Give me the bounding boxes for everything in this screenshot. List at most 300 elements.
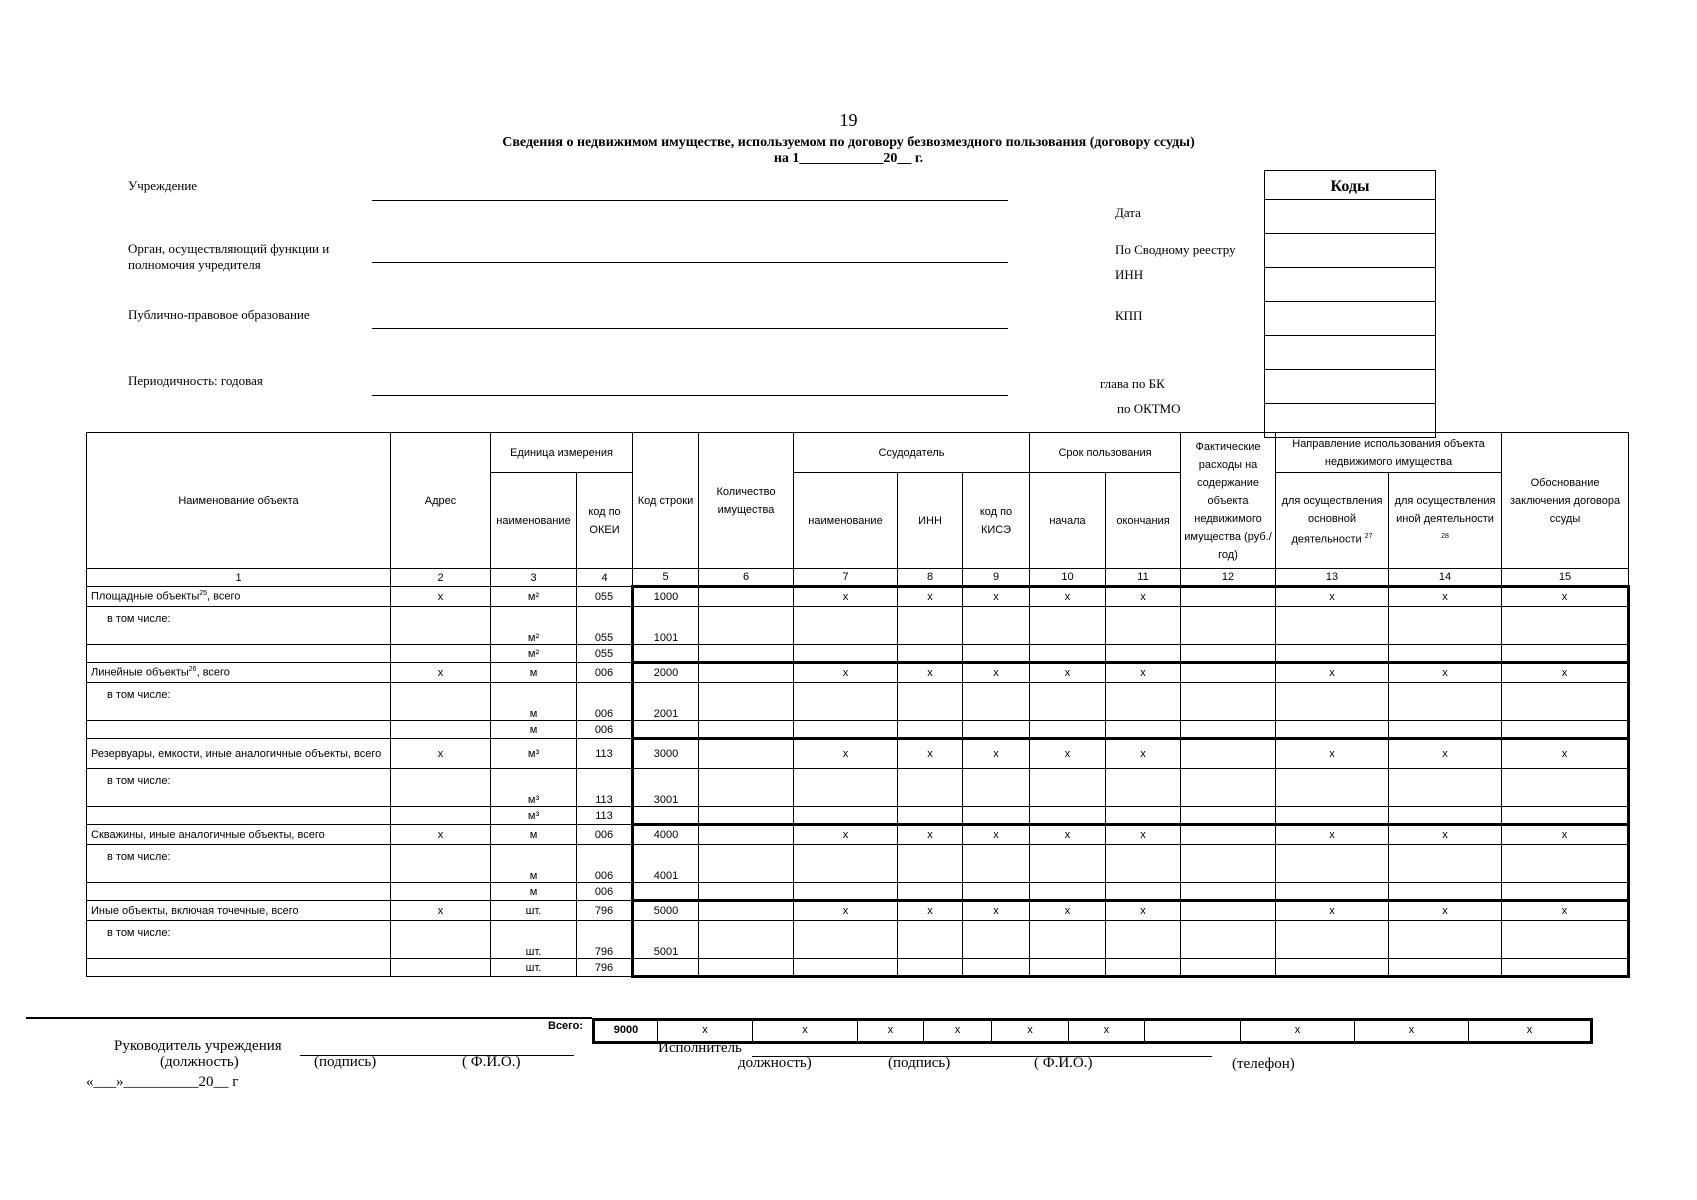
input-cell[interactable] (699, 921, 794, 959)
line-code-cell: 4000 (633, 825, 699, 845)
footnote-ref: 25 (199, 590, 208, 598)
footnote-28: 28 (1441, 533, 1449, 541)
table-row-total (87, 901, 1629, 921)
header-unit: Единица измерения (491, 433, 633, 473)
x-mark-cell: x (898, 825, 963, 845)
line-code-cell: 1000 (633, 587, 699, 607)
line-code-cell[interactable] (633, 883, 699, 901)
input-cell[interactable] (963, 769, 1030, 807)
input-cell[interactable] (1502, 769, 1629, 807)
input-cell[interactable] (1030, 607, 1106, 645)
sub-label: в том числе: (87, 845, 391, 883)
header-term: Срок пользования (1030, 433, 1181, 473)
input-cell[interactable] (1502, 645, 1629, 663)
address-cell[interactable] (391, 845, 491, 883)
x-mark-cell: x (963, 663, 1030, 683)
object-name-cell[interactable] (87, 807, 391, 825)
founder-label-2: полномочия учредителя (128, 257, 261, 272)
x-mark-cell: x (898, 587, 963, 607)
page-number: 19 (839, 110, 858, 130)
column-number: 9 (963, 569, 1030, 587)
x-mark-cell: x (1389, 825, 1502, 845)
input-cell[interactable] (963, 683, 1030, 721)
input-cell[interactable] (794, 845, 898, 883)
x-mark-cell: x (1389, 663, 1502, 683)
input-cell[interactable] (1502, 807, 1629, 825)
input-cell[interactable] (699, 721, 794, 739)
total-x: x (1241, 1021, 1355, 1041)
x-mark-cell: x (1030, 739, 1106, 769)
input-cell[interactable] (1389, 807, 1502, 825)
input-cell[interactable] (1181, 845, 1276, 883)
input-cell[interactable] (1106, 721, 1181, 739)
header-term-start: начала (1030, 473, 1106, 569)
input-cell[interactable] (794, 683, 898, 721)
input-cell[interactable] (1502, 959, 1629, 977)
x-mark-cell: x (1276, 587, 1389, 607)
input-cell[interactable] (1502, 845, 1629, 883)
input-cell[interactable] (898, 845, 963, 883)
inn-label: ИНН (1115, 267, 1144, 282)
total-x: x (1526, 1024, 1533, 1036)
okei-cell: 006 (577, 825, 633, 845)
x-mark-cell: x (963, 587, 1030, 607)
input-cell[interactable] (1030, 683, 1106, 721)
input-cell[interactable] (1389, 645, 1502, 663)
input-cell[interactable] (1276, 807, 1389, 825)
bk-label: глава по БК (1100, 376, 1165, 391)
x-mark-cell: x (1030, 587, 1106, 607)
unit-cell: м (491, 663, 577, 683)
input-cell[interactable] (898, 683, 963, 721)
direction-main-text: для осуществления основной деятельности (1281, 495, 1383, 546)
x-mark-cell: x (1276, 663, 1389, 683)
input-cell[interactable] (963, 959, 1030, 977)
x-mark-cell: x (1030, 825, 1106, 845)
input-cell[interactable] (898, 769, 963, 807)
input-cell[interactable] (699, 607, 794, 645)
table-row-extra (87, 645, 1629, 663)
object-name (87, 663, 391, 683)
x-mark-cell: x (1502, 663, 1629, 683)
x-mark-cell: x (794, 587, 898, 607)
table-row-total (87, 587, 1629, 607)
header-lender-inn: ИНН (898, 473, 963, 569)
okei-cell: 006 (577, 883, 633, 901)
input-cell[interactable] (1030, 645, 1106, 663)
input-cell[interactable] (1181, 807, 1276, 825)
table-row-extra (87, 721, 1629, 739)
input-cell[interactable] (1181, 607, 1276, 645)
input-cell[interactable] (1276, 845, 1389, 883)
input-cell[interactable] (963, 607, 1030, 645)
unit-cell: м² (491, 645, 577, 663)
public-entity-line (372, 328, 1008, 329)
input-cell[interactable] (1276, 883, 1389, 901)
header-unit-okei: код по ОКЕИ (577, 473, 633, 569)
input-cell[interactable] (699, 769, 794, 807)
x-mark-cell: x (1502, 901, 1629, 921)
address-cell: x (391, 587, 491, 607)
column-number: 1 (87, 569, 391, 587)
object-name (87, 901, 391, 921)
input-cell[interactable] (898, 883, 963, 901)
input-cell[interactable] (1181, 825, 1276, 845)
bottom-rule (26, 1017, 592, 1019)
input-cell[interactable] (1389, 921, 1502, 959)
code-extra-cell[interactable] (1265, 336, 1435, 370)
input-cell[interactable] (1106, 807, 1181, 825)
input-cell[interactable] (1389, 845, 1502, 883)
line-code-cell: 3000 (633, 739, 699, 769)
okei-cell: 055 (577, 607, 633, 645)
input-cell[interactable] (963, 645, 1030, 663)
input-cell[interactable] (1106, 769, 1181, 807)
x-mark-cell: x (1502, 825, 1629, 845)
header-quantity: Количество имущества (699, 433, 794, 569)
column-number: 3 (491, 569, 577, 587)
input-cell[interactable] (963, 807, 1030, 825)
unit-cell: м (491, 825, 577, 845)
address-cell[interactable] (391, 607, 491, 645)
input-cell[interactable] (699, 825, 794, 845)
total-x: x (992, 1021, 1069, 1041)
header-lender: Ссудодатель (794, 433, 1030, 473)
x-mark-cell: x (1389, 587, 1502, 607)
line-code-cell: 1001 (633, 607, 699, 645)
okei-cell: 006 (577, 663, 633, 683)
input-cell[interactable] (1181, 883, 1276, 901)
input-cell[interactable] (1030, 721, 1106, 739)
okei-cell: 006 (577, 683, 633, 721)
x-mark-cell: x (794, 663, 898, 683)
line-code-cell: 4001 (633, 845, 699, 883)
form-title: Сведения о недвижимом имуществе, используемом по договору безвозмездного пользования (договору ссуды) (502, 135, 1195, 150)
x-mark-cell: x (794, 825, 898, 845)
line-code-cell: 5000 (633, 901, 699, 921)
footnote-27: 27 (1364, 533, 1373, 541)
registry-label: По Сводному реестру (1115, 242, 1236, 257)
input-cell[interactable] (1502, 921, 1629, 959)
input-cell[interactable] (1502, 607, 1629, 645)
unit-cell: шт. (491, 921, 577, 959)
unit-cell: м (491, 883, 577, 901)
codes-box (1264, 170, 1436, 438)
address-cell: x (391, 825, 491, 845)
input-cell[interactable] (794, 769, 898, 807)
executor-label: Исполнитель (658, 1040, 742, 1056)
column-number: 11 (1106, 569, 1181, 587)
input-cell[interactable] (1276, 607, 1389, 645)
input-cell[interactable] (699, 883, 794, 901)
x-mark-cell: x (1389, 901, 1502, 921)
input-cell[interactable] (1030, 807, 1106, 825)
address-cell[interactable] (391, 807, 491, 825)
input-cell[interactable] (1030, 959, 1106, 977)
direction-other-text: для осуществления иной деятельности (1394, 495, 1496, 526)
input-cell[interactable] (1389, 959, 1502, 977)
input-cell[interactable] (1030, 769, 1106, 807)
input-cell[interactable] (1181, 901, 1276, 921)
public-entity-label: Публично-правовое образование (128, 307, 310, 322)
okei-cell: 796 (577, 901, 633, 921)
executor-position-caption: должность) (738, 1055, 812, 1071)
x-mark-cell: x (1389, 739, 1502, 769)
input-cell[interactable] (699, 845, 794, 883)
x-mark-cell: x (1502, 587, 1629, 607)
codes-title: Коды (1265, 171, 1435, 200)
column-number: 15 (1502, 569, 1629, 587)
input-cell[interactable] (1502, 683, 1629, 721)
institution-line (372, 200, 1008, 201)
input-cell[interactable] (794, 721, 898, 739)
head-signature-caption: (подпись) (314, 1054, 377, 1070)
okei-cell: 796 (577, 959, 633, 977)
input-cell[interactable] (794, 959, 898, 977)
total-label: Всего: (548, 1020, 583, 1032)
total-actual-costs[interactable] (1145, 1021, 1241, 1041)
input-cell[interactable] (1276, 683, 1389, 721)
object-name-cell[interactable] (87, 883, 391, 901)
executor-signature-caption: (подпись) (888, 1055, 951, 1071)
input-cell[interactable] (1181, 921, 1276, 959)
institution-label: Учреждение (128, 178, 198, 193)
head-position-caption: (должность) (160, 1054, 239, 1070)
x-mark-cell: x (1106, 663, 1181, 683)
header-direction: Направление использования объекта недвижимого имущества (1276, 433, 1502, 473)
input-cell[interactable] (1181, 663, 1276, 683)
input-cell[interactable] (1030, 883, 1106, 901)
unit-cell: м² (491, 607, 577, 645)
executor-fio-caption: ( Ф.И.О.) (1034, 1055, 1093, 1071)
column-number: 8 (898, 569, 963, 587)
input-cell[interactable] (1181, 721, 1276, 739)
input-cell[interactable] (1106, 959, 1181, 977)
object-name-text: Площадные объекты (91, 590, 200, 603)
column-number: 2 (391, 569, 491, 587)
object-name (87, 587, 391, 607)
input-cell[interactable] (1502, 883, 1629, 901)
line-code-cell[interactable] (633, 645, 699, 663)
table-row-total (87, 739, 1629, 769)
x-mark-cell: x (1106, 739, 1181, 769)
input-cell[interactable] (1181, 645, 1276, 663)
okei-cell: 113 (577, 739, 633, 769)
table-row-subtotal (87, 683, 1629, 721)
property-table (86, 432, 1630, 978)
unit-cell: шт. (491, 959, 577, 977)
kpp-label: КПП (1115, 308, 1143, 323)
total-x: x (658, 1021, 753, 1041)
table-row-subtotal (87, 845, 1629, 883)
input-cell[interactable] (794, 645, 898, 663)
total-code: 9000 (595, 1021, 658, 1041)
okei-cell: 055 (577, 645, 633, 663)
x-mark-cell: x (963, 825, 1030, 845)
address-cell[interactable] (391, 921, 491, 959)
line-code-cell[interactable] (633, 721, 699, 739)
code-kpp-cell[interactable] (1265, 302, 1435, 336)
address-cell[interactable] (391, 959, 491, 977)
x-mark-cell: x (794, 901, 898, 921)
unit-cell: м³ (491, 739, 577, 769)
x-mark-cell: x (963, 739, 1030, 769)
input-cell[interactable] (1106, 607, 1181, 645)
address-cell[interactable] (391, 883, 491, 901)
input-cell[interactable] (794, 921, 898, 959)
object-name-cell[interactable] (87, 721, 391, 739)
unit-cell: шт. (491, 901, 577, 921)
unit-cell: м (491, 845, 577, 883)
unit-cell: м³ (491, 807, 577, 825)
object-name (87, 825, 391, 845)
input-cell[interactable] (794, 607, 898, 645)
x-mark-cell: x (1030, 901, 1106, 921)
code-date-cell[interactable] (1265, 200, 1435, 234)
input-cell[interactable] (898, 959, 963, 977)
x-mark-cell: x (794, 739, 898, 769)
input-cell[interactable] (699, 683, 794, 721)
table-row-subtotal (87, 921, 1629, 959)
object-name-text: Резервуары, емкости, иные аналогичные объекты, всего (91, 747, 382, 760)
x-mark-cell: x (1106, 587, 1181, 607)
input-cell[interactable] (1276, 645, 1389, 663)
input-cell[interactable] (1276, 721, 1389, 739)
input-cell[interactable] (794, 807, 898, 825)
object-name-cell[interactable] (87, 959, 391, 977)
input-cell[interactable] (794, 883, 898, 901)
unit-cell: м (491, 721, 577, 739)
line-code-cell[interactable] (633, 959, 699, 977)
total-x: x (924, 1021, 992, 1041)
column-number: 12 (1181, 569, 1276, 587)
header-line-code: Код строки (633, 433, 699, 569)
table-row-extra (87, 959, 1629, 977)
x-mark-cell: x (1276, 739, 1389, 769)
address-cell[interactable] (391, 769, 491, 807)
sub-label: в том числе: (87, 683, 391, 721)
input-cell[interactable] (1181, 769, 1276, 807)
table-row-total (87, 663, 1629, 683)
input-cell[interactable] (898, 607, 963, 645)
input-cell[interactable] (898, 921, 963, 959)
input-cell[interactable] (1389, 769, 1502, 807)
address-cell[interactable] (391, 721, 491, 739)
object-name-cell[interactable] (87, 645, 391, 663)
header-basis: Обоснование заключения договора ссуды (1502, 433, 1629, 569)
table-row-subtotal (87, 607, 1629, 645)
header-lender-name: наименование (794, 473, 898, 569)
column-number: 14 (1389, 569, 1502, 587)
address-cell[interactable] (391, 683, 491, 721)
input-cell[interactable] (963, 845, 1030, 883)
okei-cell: 006 (577, 721, 633, 739)
table-row-total (87, 825, 1629, 845)
input-cell[interactable] (963, 921, 1030, 959)
code-bk-cell[interactable] (1265, 370, 1435, 404)
input-cell[interactable] (1106, 683, 1181, 721)
table-row-extra (87, 883, 1629, 901)
line-code-cell: 2000 (633, 663, 699, 683)
input-cell[interactable] (1106, 645, 1181, 663)
input-cell[interactable] (1276, 921, 1389, 959)
executor-signature-line[interactable] (752, 1056, 1212, 1057)
input-cell[interactable] (898, 807, 963, 825)
input-cell[interactable] (1030, 845, 1106, 883)
x-mark-cell: x (1276, 901, 1389, 921)
input-cell[interactable] (699, 959, 794, 977)
total-x: x (753, 1021, 858, 1041)
input-cell[interactable] (1389, 683, 1502, 721)
table-row-extra (87, 807, 1629, 825)
input-cell[interactable] (699, 807, 794, 825)
input-cell[interactable] (1181, 959, 1276, 977)
input-cell[interactable] (963, 883, 1030, 901)
input-cell[interactable] (1030, 921, 1106, 959)
input-cell[interactable] (1389, 721, 1502, 739)
address-cell[interactable] (391, 645, 491, 663)
input-cell[interactable] (1502, 721, 1629, 739)
header-address: Адрес (391, 433, 491, 569)
header-direction-main (1276, 473, 1389, 569)
code-registry-cell[interactable] (1265, 234, 1435, 268)
x-mark-cell: x (898, 901, 963, 921)
x-mark-cell: x (1502, 739, 1629, 769)
executor-phone-caption: (телефон) (1232, 1056, 1295, 1072)
input-cell[interactable] (699, 739, 794, 769)
input-cell[interactable] (1276, 959, 1389, 977)
date-label: Дата (1115, 205, 1141, 220)
input-cell[interactable] (699, 645, 794, 663)
total-x: x (1355, 1021, 1469, 1041)
input-cell[interactable] (1181, 587, 1276, 607)
input-cell[interactable] (898, 721, 963, 739)
input-cell[interactable] (1106, 921, 1181, 959)
x-mark-cell: x (963, 901, 1030, 921)
input-cell[interactable] (963, 721, 1030, 739)
object-name-text: Линейные объекты (91, 666, 189, 679)
sub-label: в том числе: (87, 769, 391, 807)
input-cell[interactable] (1106, 883, 1181, 901)
line-code-cell: 2001 (633, 683, 699, 721)
input-cell[interactable] (699, 587, 794, 607)
form-subtitle: на 1____________20__ г. (773, 151, 924, 166)
input-cell[interactable] (1389, 607, 1502, 645)
head-label: Руководитель учреждения (114, 1038, 282, 1054)
unit-cell: м (491, 683, 577, 721)
input-cell[interactable] (898, 645, 963, 663)
input-cell[interactable] (699, 901, 794, 921)
input-cell[interactable] (699, 663, 794, 683)
input-cell[interactable] (1389, 883, 1502, 901)
founder-label-1: Орган, осуществляющий функции и (128, 241, 330, 256)
sub-label: в том числе: (87, 921, 391, 959)
founder-line (372, 262, 1008, 263)
unit-cell: м² (491, 587, 577, 607)
input-cell[interactable] (1276, 769, 1389, 807)
sub-label: в том числе: (87, 607, 391, 645)
input-cell[interactable] (1181, 739, 1276, 769)
column-number: 7 (794, 569, 898, 587)
header-unit-name: наименование (491, 473, 577, 569)
input-cell[interactable] (1181, 683, 1276, 721)
line-code-cell[interactable] (633, 807, 699, 825)
code-inn-cell[interactable] (1265, 268, 1435, 302)
header-actual-costs: Фактические расходы на содержание объекта недвижимого имущества (руб./год) (1181, 433, 1276, 569)
input-cell[interactable] (1106, 845, 1181, 883)
object-name-text: Иные объекты, включая точечные, всего (91, 904, 299, 917)
object-name (87, 739, 391, 769)
